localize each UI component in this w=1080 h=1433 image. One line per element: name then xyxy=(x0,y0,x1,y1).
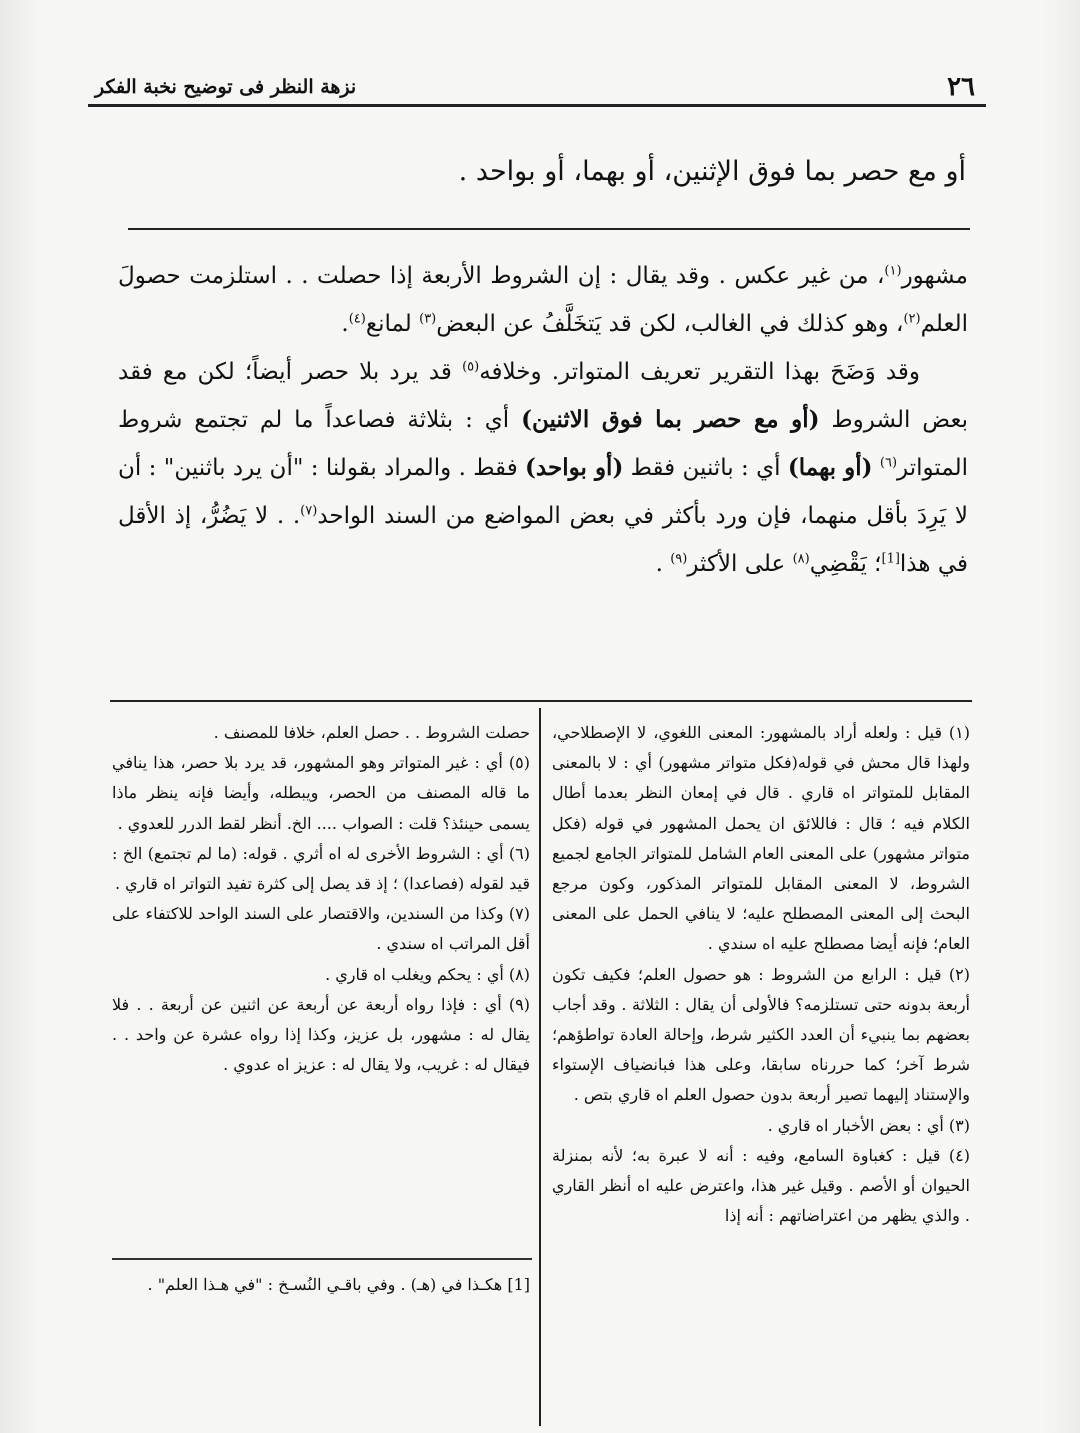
book-title: نزهة النظر فى توضيح نخبة الفكر xyxy=(95,76,357,98)
text-run: . . لا يَضُرُّ، إذ الأقل في هذا xyxy=(118,503,968,577)
footnote: (٦) أي : الشروط الأخرى له اه أثري . قوله: (ما لم تجتمع) الخ : قيد لقوله (فصاعدا) ؛ إذ قد يصل إلى كثرة تفيد التواتر اه قاري . xyxy=(112,843,530,894)
header-divider xyxy=(88,104,986,107)
text-run: . xyxy=(655,551,671,577)
matn-text: أو مع حصر بما فوق الإثنين، أو بهما، أو بواحد . xyxy=(458,156,966,187)
text-run: أي : باثنين فقط xyxy=(623,455,788,481)
commentary-paragraph-2 xyxy=(118,348,968,588)
footnote-marker: (١) xyxy=(884,263,902,279)
footnote: (٨) أي : يحكم ويغلب اه قاري . xyxy=(325,964,530,984)
footnotes-right-column xyxy=(552,718,970,1231)
footnote: (٧) وكذا من السندين، والاقتصار على السند الواحد للاكتفاء على أقل المراتب اه سندي . xyxy=(112,904,530,954)
footnotes-divider xyxy=(110,700,972,702)
footnote: (٩) أي : فإذا رواه أربعة عن أربعة عن اثنين عن أربعة . . فلا يقال له : مشهور، بل عزيز، وكذا إذا رواه عشرة عن واحد . . فيقال له : غريب، ولا يقال له : عزيز اه عدوي . xyxy=(112,994,530,1075)
text-run: ، من غير عكس . وقد يقال : إن الشروط الأربعة إذا حصلت . . استلزمت حصولَ العلم xyxy=(118,263,968,337)
text-run: وقد وَضَحَ بهذا التقرير تعريف المتواتر. وخلافه xyxy=(479,359,921,385)
footnote-marker: (٨) xyxy=(792,551,810,567)
footnote: (٤) قيل : كغباوة السامع، وفيه : أنه لا عبرة به؛ لأنه بمنزلة الحيوان أو الأصم . وقيل غير هذا، واعترض عليه اه أنظر القاري . والذي يظهر من اعتراضاتهم : أنه إذا xyxy=(552,1145,970,1226)
editor-note-text: [1] هكـذا في (هـ) . وفي باقـي النُسـخ : "في هـذا العلم" . xyxy=(147,1275,530,1294)
page-number: ٢٦ xyxy=(947,72,975,102)
matn-quote: (أو بواحد) xyxy=(525,454,624,481)
text-run: مشهور xyxy=(901,263,968,289)
text-run: فقط . والمراد بقولنا : "أن يرد باثنين" : أن لا يَرِدَ بأقل منهما، فإن ورد بأكثر في بعض المواضع من السند الواحد xyxy=(118,455,968,529)
footnote: (٢) قيل : الرابع من الشروط : هو حصول العلم؛ فكيف تكون أربعة بدونه حتى تستلزمه؟ فالأولى أن يقال : الثلاثة . وقد أجاب بعضهم بما ينبيء أن العدد الكثير شرط، وإحالة العادة تواطؤهم؛ شرط آخر؛ كما حررناه سابقا، وعلى هذا فبانضياف الإستواء والإستناد إليهما تصير أربعة بدون حصول العلم اه قاري بتص . xyxy=(552,964,970,1105)
footnote-marker: (٢) xyxy=(903,311,921,327)
column-divider xyxy=(539,708,541,1426)
commentary-body xyxy=(118,252,968,588)
text-run: . xyxy=(341,311,349,337)
footnote-marker: (٤) xyxy=(348,311,366,327)
commentary-paragraph-1 xyxy=(118,252,968,348)
text-run: ؛ يَقْضِي xyxy=(809,551,882,577)
matn-quote: (أو مع حصر بما فوق الاثنين) xyxy=(521,406,820,433)
matn-quote: (أو بهما) xyxy=(787,454,873,481)
text-run: لمانع xyxy=(365,311,420,337)
text-run: ، وهو كذلك في الغالب، لكن قد يَتخَلَّفُ عن البعض xyxy=(436,311,904,337)
text-run xyxy=(873,455,880,481)
footnote: حصلت الشروط . . حصل العلم، خلافا للمصنف . xyxy=(213,723,530,742)
editor-note xyxy=(112,1270,530,1300)
footnote-marker: (٦) xyxy=(879,455,898,471)
footnote: (١) قيل : ولعله أراد بالمشهور: المعنى اللغوي، لا الإصطلاحي، ولهذا قال محش في قوله(فكل متواتر مشهور) أي : لا بالمعنى المقابل للمتواتر اه قاري . قال في إمعان النظر بعدما أطال الكلام فيه ؛ قال : فاللائق ان يحمل المشهور في قوله (فكل متواتر مشهور) على المعنى العام الشامل للمتواتر الجامع لجميع الشروط، لا المعنى المقابل للمتواتر المذكور، وكون مرجع البحث إلى المعنى المصطلح عليه؛ لا ينافي الحمل على المعنى العام؛ فإنه أيضا مصطلح عليه اه سندي . xyxy=(552,723,970,954)
footnote-marker: (٧) xyxy=(300,503,318,519)
text-run: قد يرد بلا حصر أيضاً؛ لكن مع فقد بعض الشروط xyxy=(118,359,968,433)
footnote: (٥) أي : غير المتواتر وهو المشهور، قد يرد بلا حصر، هذا ينافي ما قاله المصنف من الحصر، ويبطله، وأيضا فإنه ينظر ماذا يسمى حينئذ؟ قلت : الصواب .... الخ. أنظر لقط الدرر للعدوي . xyxy=(112,753,530,833)
running-head xyxy=(95,72,975,102)
editor-note-divider xyxy=(112,1258,532,1260)
footnote-marker: (٥) xyxy=(462,359,480,375)
matn-divider xyxy=(128,228,970,230)
text-run: أي : بثلاثة فصاعداً ما لم تجتمع شروط المتواتر xyxy=(118,407,969,481)
footnote-marker: (٣) xyxy=(419,311,437,327)
editor-note-marker: [1] xyxy=(881,551,900,567)
text-run: على الأكثر xyxy=(687,551,793,577)
footnote: (٣) أي : بعض الأخبار اه قاري . xyxy=(767,1115,970,1135)
footnote-marker: (٩) xyxy=(670,551,688,567)
footnotes-left-column xyxy=(112,718,530,1080)
